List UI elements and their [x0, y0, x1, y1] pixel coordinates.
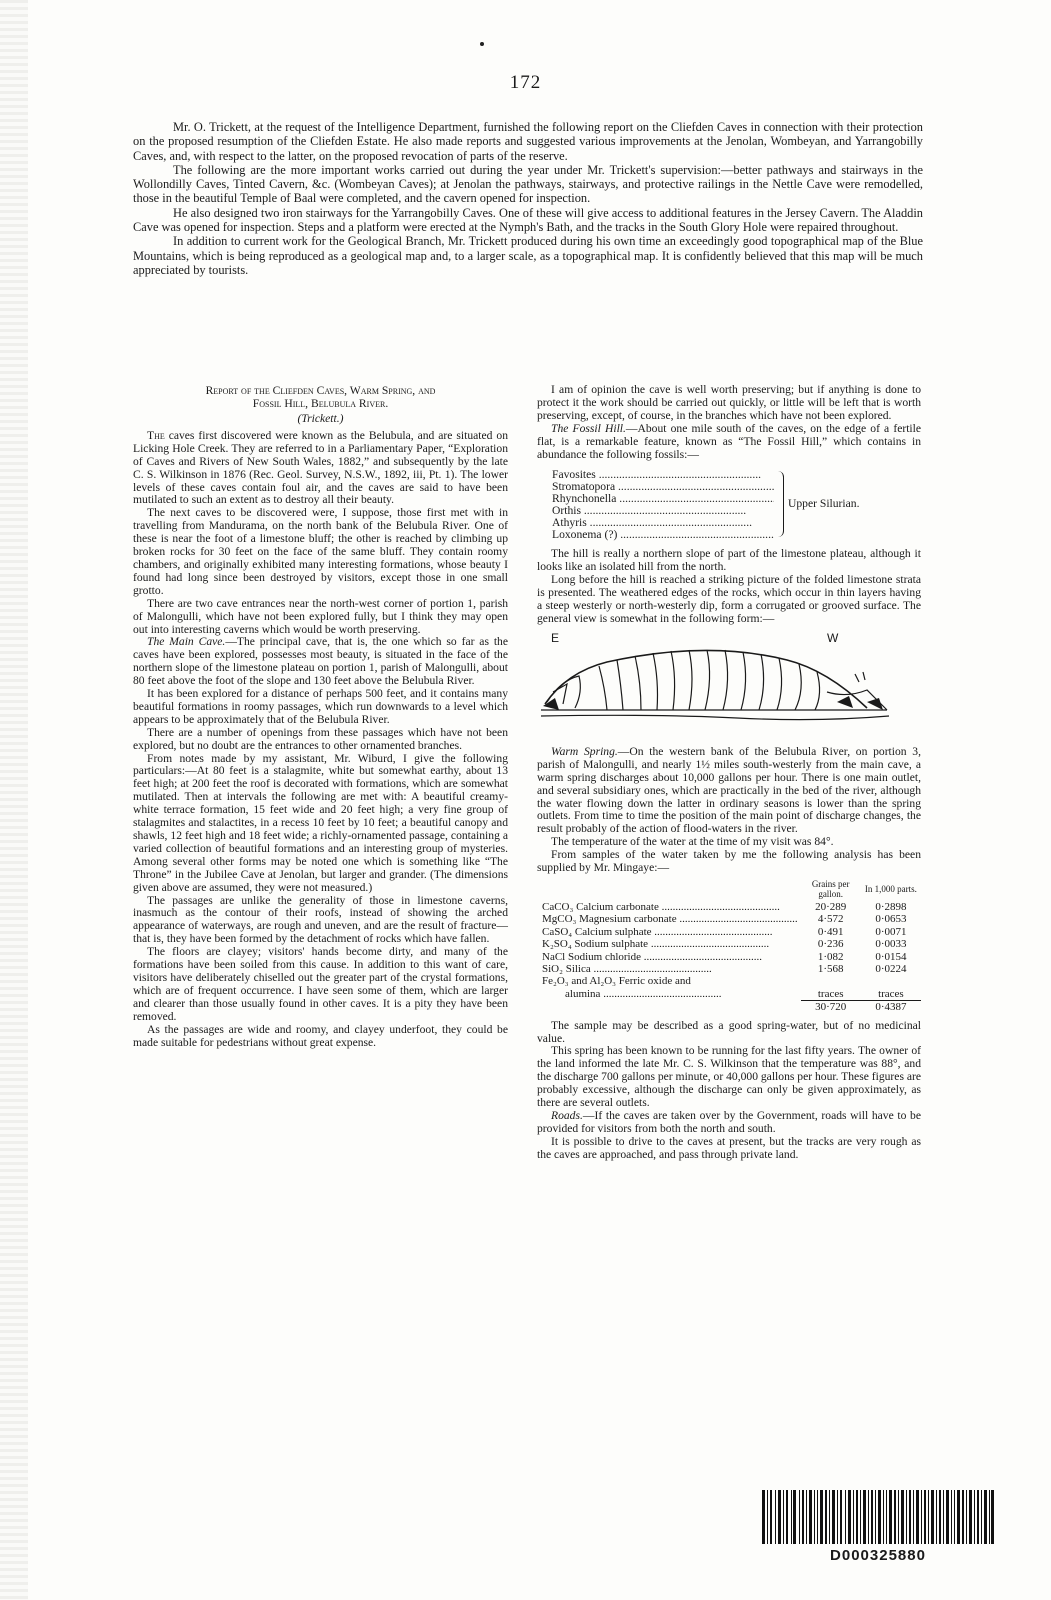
intro-paragraph: In addition to current work for the Geological Branch, Mr. Trickett produced during his own time an exceedingly good topographical map of the Blue Mountains, which is being reproduced as a geological map and, to a larger scale, as a topographical map. It is confidently believed that this map will be much appreciated by tourists.	[133, 234, 923, 277]
paragraph: The sample may be described as a good spring-water, but of no medicinal value.	[537, 1018, 921, 1045]
section-heading-main-cave: The Main Cave.	[147, 635, 226, 649]
fossil-name: Rhynchonella .....	[552, 493, 774, 505]
table-cell: 1·568	[817, 962, 844, 975]
intro-paragraph: The following are the more important works carried out during the year under Mr. Trickett's supervision:—better pathways and stairways in the Wollondilly Caves, Tinted Cavern, &c. (Wombeyan Caves); at Jenolan the pathways, stairways, and protective railings in the Nettle Cave were remodelled, those in the beautiful Temple of Baal were completed, and the cavern opened for inspection.	[133, 162, 923, 206]
table-cell: NaCl Sodium chloride .....	[542, 951, 762, 963]
paragraph: This spring has been known to be running for the last fifty years. The owner of the land informed the late Mr. C. S. Wilkinson that the temperature was 88°, and the discharge 700 gallons per minute, or 40,000 gallons per hour. These figures are probably excessive, although the discharge can only be given approximately, as there are several outlets.	[537, 1044, 922, 1110]
fossil-name: Loxonema (?) .....	[552, 529, 774, 541]
fossil-name: Favosites .....	[552, 469, 774, 481]
report-author: (Trickett.)	[297, 412, 344, 425]
table-cell: 0·4387	[861, 1001, 921, 1014]
paragraph: It has been explored for a distance of perhaps 500 feet, and it contains many beautiful formations in roomy passages, which run downwards to a level which appears to be approximately that of the Belubula River.	[133, 687, 508, 726]
paragraph: I am of opinion the cave is well worth preserving; but if anything is done to protect it the work should be carried out quickly, or little will be left that is worth preserving, except, of course, in the branches which have not been explored.	[537, 383, 921, 422]
table-row	[539, 913, 921, 925]
table-row	[539, 901, 921, 913]
section-heading-warm-spring: Warm Spring.	[551, 744, 618, 758]
paragraph: There are a number of openings from these passages which have not been explored, but no doubt are the entrances to other ornamented branches.	[133, 725, 508, 752]
diagram-label-west: W	[827, 630, 839, 645]
table-cell: MgCO₃ Magnesium carbonate .....	[542, 913, 798, 925]
section-heading-fossil-hill: The Fossil Hill.	[551, 421, 626, 435]
fossil-name: Stromatopora .....	[552, 481, 774, 493]
paragraph	[133, 430, 508, 507]
paragraph: The next caves to be discovered were, I suppose, those first met with in travelling from Mandurama, on the north bank of the Belubula River. One of these is near the foot of a limestone bluff; the other is reached by climbing up broken rocks for 30 feet on the face of the same bluff. They contain roomy chambers, and originally exhibited many interesting formations, whose beauty I found had long since been destroyed by visitors, except those in one small grotto.	[133, 506, 508, 597]
table-cell: CaSO₄ Calcium sulphate .....	[542, 926, 773, 938]
paragraph: The hill is really a northern slope of part of the limestone plateau, although it looks like an isolated hill from the north.	[537, 547, 921, 574]
fossil-list	[552, 469, 892, 541]
paragraph-text: —The principal cave, that is, the one which so far as the caves have been explored, possesses most beauty, is situated in the face of the northern slope of the limestone plateau on portion 1, parish of Malongulli, about 80 feet above the foot of the slope and 130 feet above the Belubula River.	[133, 635, 508, 688]
strata-diagram	[537, 632, 921, 742]
column-header: Grains per gallon.	[811, 878, 850, 899]
water-analysis-table	[539, 879, 921, 1014]
table-cell: 1·082	[817, 950, 844, 963]
column-header: In 1,000 parts.	[864, 883, 917, 894]
paragraph	[537, 423, 921, 462]
table-cell: CaCO₃ Calcium carbonate .....	[542, 901, 780, 913]
paragraph: From samples of the water taken by me the following analysis has been supplied by Mr. Mingaye:—	[537, 848, 921, 875]
table-row	[539, 963, 921, 975]
table-cell: 0·0653	[875, 913, 907, 926]
table-cell: traces	[878, 987, 904, 1000]
right-column	[537, 384, 921, 1162]
report-title	[133, 384, 508, 410]
paragraph: The temperature of the water at the time of my visit was 84°.	[551, 835, 834, 849]
paragraph	[537, 746, 921, 836]
folded-strata-sketch	[537, 632, 921, 742]
table-cell: 0·236	[817, 938, 844, 951]
table-cell: K₂SO₄ Sodium sulphate .....	[542, 938, 769, 950]
ink-speck	[480, 42, 484, 46]
intro-paragraph: He also designed two iron stairways for the Yarrangobilly Caves. One of these will give access to additional features in the Jersey Cavern. The Aladdin Cave was opened for inspection. Steps and a platform were erected at the Nymph's Bath, and the tracks in the South Glory Hole were repaired throughout.	[133, 205, 923, 235]
paragraph-text: —If the caves are taken over by the Government, roads will have to be provided for visitors from both the north and south.	[537, 1108, 921, 1135]
table-header-row	[539, 879, 921, 901]
report-title-line: Report of the Cliefden Caves, Warm Spring, and	[205, 384, 436, 397]
table-row	[539, 988, 921, 1001]
paragraph: From notes made by my assistant, Mr. Wiburd, I give the following particulars:—At 80 feet is a stalagmite, white but somewhat earthy, about 13 feet high; at 200 feet the roof is decorated with formations, which are somewhat mutilated. Then at intervals the following are met with: A beautiful creamy-white terrace formation, 15 feet wide and 20 feet high; a very fine group of stalagmites and stalactites, in a recess 10 feet by 10 feet; a beautiful canopy and shawls, 12 feet high and 18 feet wide; a richly-ornamented passage, containing a varied collection of beautiful formations and an interesting group of mysteries. Among several other forms may be noted one which is something like “The Throne” in the Jubilee Cave at Jenolan, but larger and grander. (The dimensions given above are assumed, they were not measured.)	[133, 751, 508, 894]
table-cell: 30·720	[801, 1001, 861, 1014]
paragraph: It is possible to drive to the caves at present, but the tracks are very rough as the caves are approached, and pass through private land.	[537, 1134, 921, 1161]
barcode-number: D000325880	[830, 1547, 926, 1564]
scan-edge	[0, 0, 28, 1600]
fossil-name: Orthis .....	[552, 505, 774, 517]
section-heading-roads: Roads.	[551, 1108, 583, 1122]
table-cell: 20·289	[815, 900, 847, 913]
intro-paragraph: Mr. O. Trickett, at the request of the Intelligence Department, furnished the following report on the Cliefden Caves in connection with their protection on the proposed resumption of the Cliefden Estate. He also made reports and suggested various improvements at the Jenolan, Wombeyan, and Yarrangobilly Caves, and, with respect to the latter, on the proposed revocation of parts of the reserve.	[133, 120, 923, 163]
table-total-row	[539, 1001, 921, 1014]
table-cell: SiO₂ Silica .....	[542, 963, 712, 975]
paragraph-text: —On the western bank of the Belubula River, on portion 3, parish of Malongulli, and nearly 1½ miles south-westerly from the main cave, a warm spring discharges about 10,000 gallons per hour. There is one main outlet, and several subsidiary ones, which are practically in the bed of the river, although the water flowing down the latter in ordinary seasons is lower than the spring outlets. From time to time the position of the main point of discharge changes, the result probably of the action of flood-waters in the river.	[537, 744, 921, 836]
table-cell: 0·0033	[875, 938, 907, 951]
paragraph	[537, 1110, 921, 1136]
table-row	[539, 975, 921, 987]
barcode	[762, 1490, 994, 1544]
table-cell: 0·0154	[875, 950, 907, 963]
table-cell: 0·2898	[875, 900, 907, 913]
report-title-line: Fossil Hill, Belubula River.	[252, 397, 389, 410]
table-row	[539, 951, 921, 963]
paragraph-text: caves first discovered were known as the Belubula, and are situated on Licking Hole Creek. They are referred to in a Parliamentary Paper, “Exploration of Caves and Rivers of New South Wales, 1882,” and subsequently by the late C. S. Wilkinson in 1876 (Rec. Geol. Survey, N.S.W., 1892, iii, Pt. 1). The lower levels of these caves contain foul air, and the caves are said to have been mutilated to such an extent as to destroy all their beauty.	[133, 428, 508, 507]
table-cell: 0·491	[817, 925, 844, 938]
paragraph-lead: The	[147, 428, 165, 442]
table-cell: Fe₂O₃ and Al₂O₃ Ferric oxide and	[542, 975, 691, 988]
brace	[776, 471, 784, 537]
paragraph	[133, 636, 508, 688]
table-row	[539, 938, 921, 950]
left-column	[133, 384, 508, 1049]
fossil-name: Athyris .....	[552, 517, 774, 529]
table-cell: traces	[817, 987, 844, 1000]
paragraph: There are two cave entrances near the north-west corner of portion 1, parish of Malongulli, which have not been explored fully, but I think they may open out into interesting caverns which would be worth preserving.	[133, 596, 508, 636]
page-number: 172	[509, 72, 542, 93]
table-cell: 4·572	[817, 913, 844, 926]
table-cell: alumina .....	[565, 988, 721, 1000]
paragraph: As the passages are wide and roomy, and clayey underfoot, they could be made suitable for pedestrians without great expense.	[133, 1022, 508, 1049]
table-row	[539, 926, 921, 938]
diagram-label-east: E	[551, 630, 560, 645]
paragraph: The floors are clayey; visitors' hands become dirty, and many of the formations have been soiled from this cause. In addition to this want of care, visitors have deliberately chiselled out the greater part of the crystal formations, which are of frequent occurrence. I have seen some of them, which are larger and clearer than those usually found in other caves. It is a pity they have been removed.	[133, 945, 508, 1023]
paragraph-text: —About one mile south of the caves, on the edge of a fertile flat, is a remarkable feature, known as “The Fossil Hill,” which contains in abundance the following fossils:—	[537, 421, 922, 461]
paragraph: The passages are unlike the generality of those in limestone caverns, inasmuch as the contour of their roofs, instead of showing the arched appearance of waterways, are rough and uneven, and are the result of fracture—that is, they have been formed by the detachment of rocks which have fallen.	[133, 893, 508, 946]
table-cell: 0·0224	[875, 962, 907, 975]
intro-section	[133, 120, 923, 277]
table-cell: 0·0071	[875, 925, 907, 938]
fossil-age: Upper Silurian.	[788, 497, 860, 511]
paragraph: Long before the hill is reached a striking picture of the folded limestone strata is presented. The weathered edges of the rocks, which occur in thin layers having a steep westerly or north-westerly dip, form a corrugated or grooved surface. The general view is somewhat in the following form:—	[537, 573, 921, 625]
